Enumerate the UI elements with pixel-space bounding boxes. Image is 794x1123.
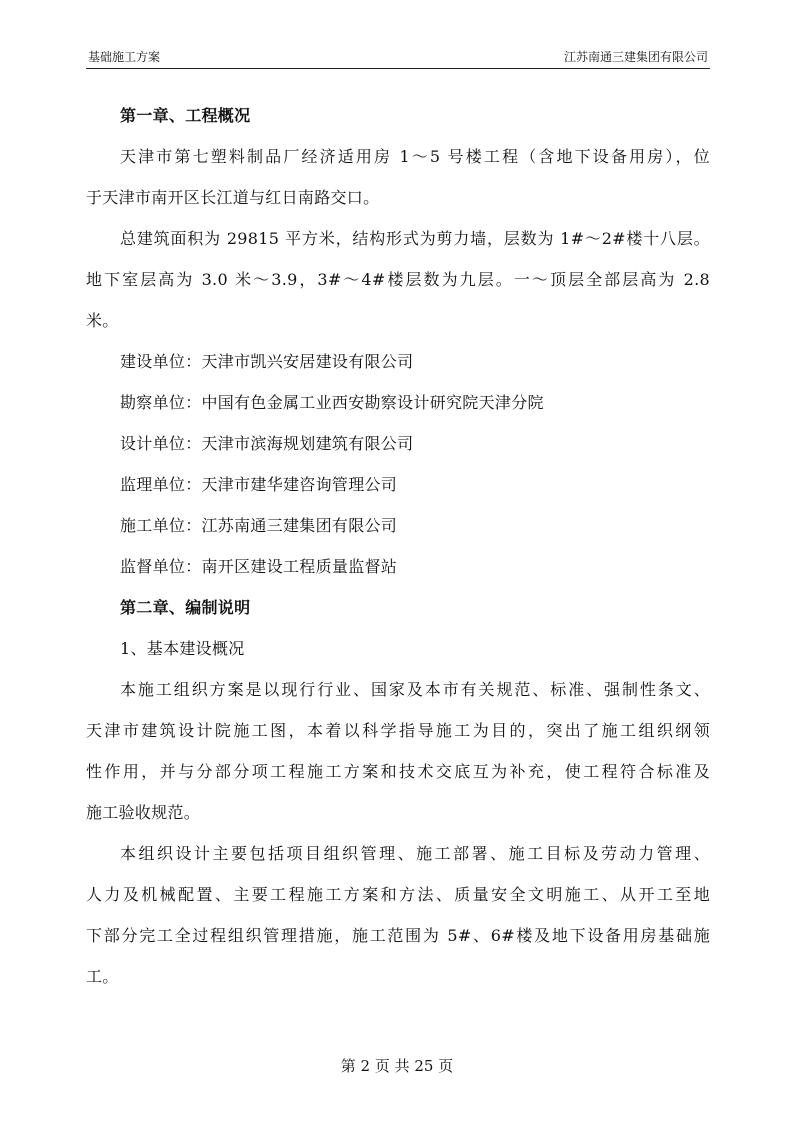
text-line: 勘察单位：中国有色金属工业西安勘察设计研究院天津分院 <box>120 393 544 412</box>
text-line: 设计单位：天津市滨海规划建筑有限公司 <box>120 434 414 453</box>
text-line: 地下室层高为 3.0 米～3.9，3#～4#楼层数为九层。一～顶层全部层高为 2.8 <box>86 270 710 289</box>
page-number: 第 2 页 共 25 页 <box>340 1057 454 1075</box>
text-line: 施工验收规范。 <box>86 803 201 822</box>
header-document-title: 基础施工方案 <box>88 50 161 64</box>
text-line: 建设单位：天津市凯兴安居建设有限公司 <box>120 352 414 371</box>
text-line: 1、基本建设概况 <box>120 639 245 658</box>
text-line: 性作用，并与分部分项工程施工方案和技术交底互为补充，使工程符合标准及 <box>86 762 710 781</box>
text-line: 米。 <box>86 311 119 330</box>
chapter-heading: 第一章、工程概况 <box>120 106 251 125</box>
text-line: 下部分完工全过程组织管理措施，施工范围为 5#、6#楼及地下设备用房基础施 <box>86 926 710 945</box>
text-line: 总建筑面积为 29815 平方米，结构形式为剪力墙，层数为 1#～2#楼十八层。 <box>120 229 710 248</box>
text-line: 于天津市南开区长江道与红日南路交口。 <box>86 188 380 207</box>
text-line: 本组织设计主要包括项目组织管理、施工部署、施工目标及劳动力管理、 <box>120 844 710 863</box>
text-line: 本施工组织方案是以现行行业、国家及本市有关规范、标准、强制性条文、 <box>120 680 710 699</box>
text-line: 施工单位：江苏南通三建集团有限公司 <box>120 516 398 535</box>
text-line: 工。 <box>86 967 119 986</box>
document-body <box>86 100 710 1002</box>
text-line: 天津市建筑设计院施工图，本着以科学指导施工为目的，突出了施工组织纲领 <box>86 721 710 740</box>
text-line: 监督单位：南开区建设工程质量监督站 <box>120 557 398 576</box>
text-line: 人力及机械配置、主要工程施工方案和方法、质量安全文明施工、从开工至地 <box>86 885 710 904</box>
page-header <box>86 44 710 69</box>
text-line: 监理单位：天津市建华建咨询管理公司 <box>120 475 398 494</box>
header-company-name: 江苏南通三建集团有限公司 <box>563 50 708 64</box>
chapter-heading: 第二章、编制说明 <box>120 598 251 617</box>
text-line: 天津市第七塑料制品厂经济适用房 1～5 号楼工程（含地下设备用房），位 <box>120 147 710 166</box>
